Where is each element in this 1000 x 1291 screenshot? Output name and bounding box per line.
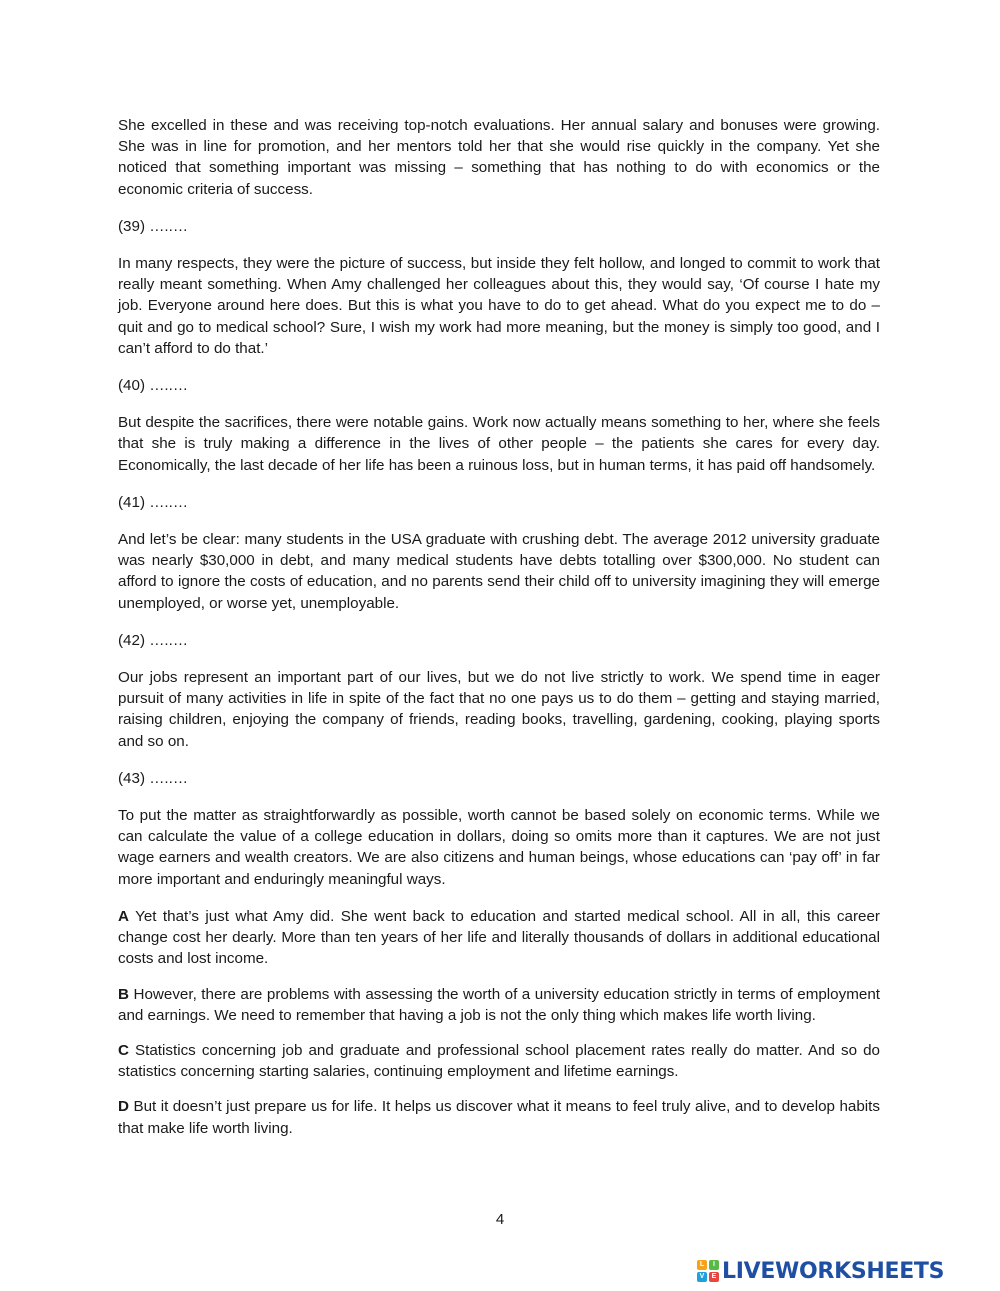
gap-43: (43) …..… <box>118 769 189 787</box>
paragraph: And let’s be clear: many students in the USA graduate with crushing debt. The average 2012 university graduate was nearly $30,000 in debt, and many medical students have debts totalling over $300,000. No student can afford to ignore the costs of education, and no parents send their child off to university imagining they will emerge unemployed, or worse yet, unemployable. <box>118 531 880 612</box>
paragraph: Our jobs represent an important part of our lives, but we do not live strictly to work. We spend time in eager pursuit of many activities in life in spite of the fact that no one pays us to do them – getting and staying married, raising children, enjoying the company of friends, reading books, travelling, gardening, cooking, playing sports and so on. <box>118 669 880 750</box>
gap-40: (40) …..… <box>118 377 189 395</box>
option-text: But it doesn’t just prepare us for life. It helps us discover what it means to feel truly alive, and to develop habits that make life worth living. <box>118 1098 880 1137</box>
logo-tile: V <box>697 1272 707 1282</box>
option-text: Yet that’s just what Amy did. She went back to education and started medical school. All in all, this career change cost her dearly. More than ten years of her life and literally thousands of dollars in additional educational costs and lost income. <box>118 907 880 968</box>
paragraph: In many respects, they were the picture of success, but inside they felt hollow, and longed to commit to work that really meant something. When Amy challenged her colleagues about this, they would say, ‘Of course I hate my job. Everyone around here does. But this is what you have to do to get ahead. What do you expect me to do – quit and go to medical school? Sure, I wish my work had more meaning, but the money is simply too good, and I can’t afford to do that.’ <box>118 255 880 357</box>
option-d <box>118 1096 880 1138</box>
logo-text: LIVEWORKSHEETS <box>722 1258 945 1284</box>
paragraph: To put the matter as straightforwardly as possible, worth cannot be based solely on economic terms. While we can calculate the value of a college education in dollars, doing so omits more than it captures. We are not just wage earners and wealth creators. We are also citizens and human beings, whose educations can ‘pay off’ in far more important and enduringly meaningful ways. <box>118 807 880 888</box>
option-a <box>118 906 880 970</box>
option-letter: D <box>118 1098 129 1116</box>
option-letter: C <box>118 1041 129 1059</box>
document-body <box>118 115 880 1153</box>
paragraph: But despite the sacrifices, there were notable gains. Work now actually means something to her, where she feels that she is truly making a difference in the lives of other people – the patients she cares for every day. Economically, the last decade of her life has been a ruinous loss, but in human terms, it has paid off handsomely. <box>118 414 880 474</box>
option-b <box>118 984 880 1026</box>
logo-icon <box>697 1260 719 1282</box>
option-text: Statistics concerning job and graduate and professional school placement rates really do matter. And so do statistics concerning starting salaries, continuing employment and lifetime earnings. <box>118 1041 880 1081</box>
gap-41: (41) …..… <box>118 493 189 511</box>
page-number: 4 <box>495 1211 505 1228</box>
option-text: However, there are problems with assessing the worth of a university education strictly in terms of employment and earnings. We need to remember that having a job is not the only thing which makes life worth living. <box>118 985 880 1024</box>
gap-42: (42) …..… <box>118 631 189 649</box>
paragraph: She excelled in these and was receiving top-notch evaluations. Her annual salary and bonuses were growing. She was in line for promotion, and her mentors told her that she would rise quickly in the company. Yet she noticed that something important was missing – something that has nothing to do with economics or the economic criteria of success. <box>118 117 880 198</box>
logo-tile: I <box>709 1260 719 1270</box>
liveworksheets-logo <box>697 1257 944 1285</box>
logo-tile: E <box>709 1272 719 1282</box>
option-c <box>118 1040 880 1082</box>
option-letter: B <box>118 985 129 1003</box>
gap-39: (39) …..… <box>118 217 189 235</box>
logo-tile: L <box>697 1260 707 1270</box>
option-letter: A <box>118 907 129 925</box>
